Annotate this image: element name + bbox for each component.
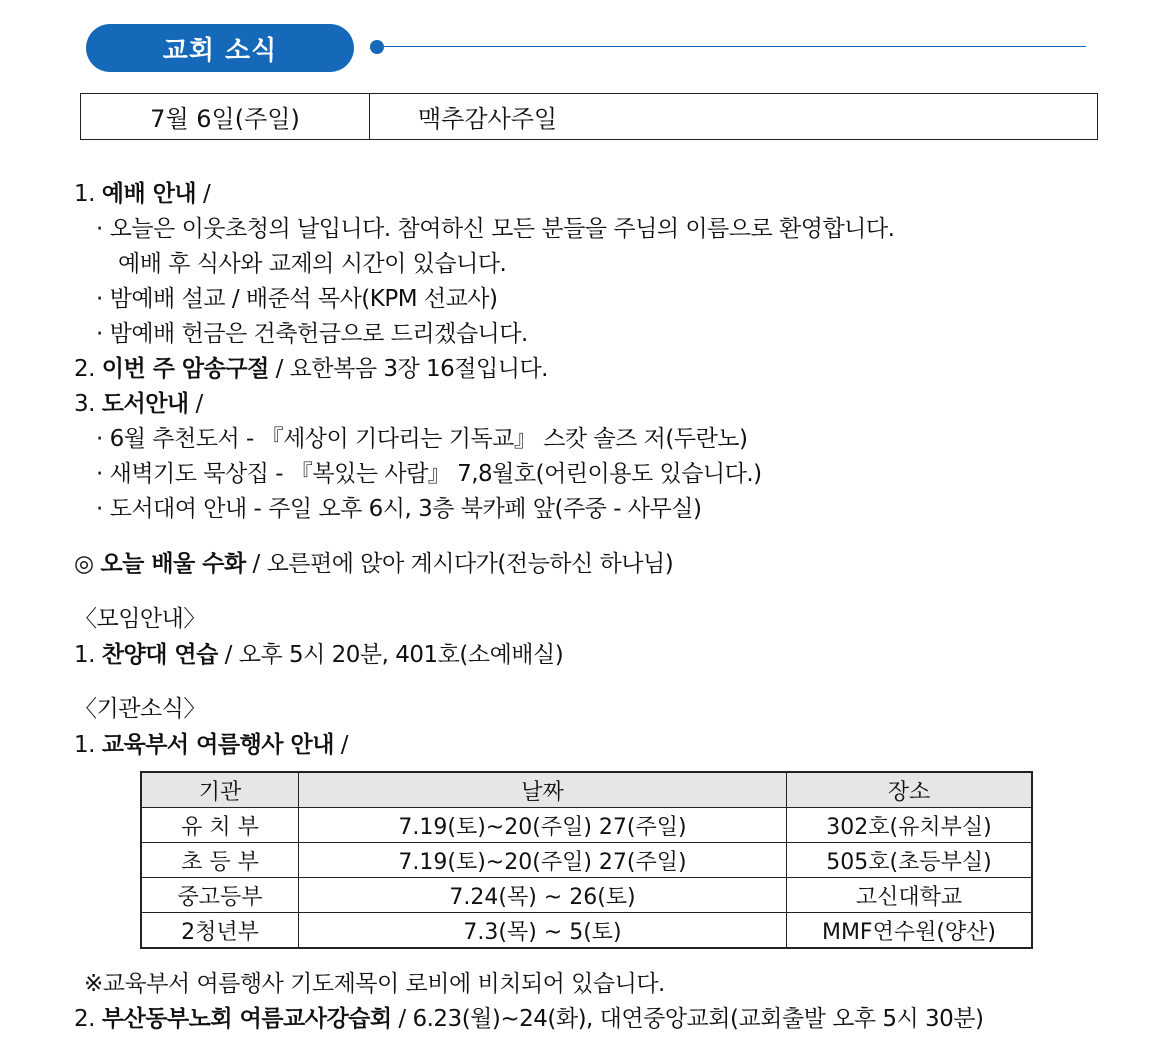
sign-language: ◎ 오늘 배울 수화 / 오른편에 앉아 계시다가(전능하신 하나님) (74, 551, 674, 577)
bullet: · 밤예배 설교 / 배준석 목사(KPM 선교사) (96, 286, 498, 312)
date-cell: 7월 6일(주일) (81, 94, 370, 139)
col-header: 기관 (141, 772, 299, 808)
item-teacher-training: 2. 부산동부노회 여름교사강습회 / 6.23(월)~24(화), 대연중앙교회(교회출발 오후 5시 30분) (74, 1006, 984, 1032)
table-header-row (141, 772, 1032, 808)
section-title: 교회 소식 (162, 35, 278, 66)
bullet-cont: 예배 후 식사와 교제의 시간이 있습니다. (118, 251, 507, 277)
bullet: · 밤예배 헌금은 건축헌금으로 드리겠습니다. (96, 321, 528, 347)
table-note: ※교육부서 여름행사 기도제목이 로비에 비치되어 있습니다. (84, 971, 665, 997)
bullet: · 6월 추천도서 - 『세상이 기다리는 기독교』 스캇 솔즈 저(두란노) (96, 426, 748, 452)
header-dot (370, 40, 384, 54)
header-divider (384, 46, 1086, 47)
table-row: 중고등부 7.24(목) ~ 26(토) 고신대학교 (141, 878, 1032, 913)
item-choir: 1. 찬양대 연습 / 오후 5시 20분, 401호(소예배실) (74, 642, 564, 668)
bullet: · 새벽기도 묵상집 - 『복있는 사람』 7,8월호(어린이용도 있습니다.) (96, 461, 762, 487)
summer-events-table (140, 771, 1033, 949)
table-row: 초 등 부 7.19(토)~20(주일) 27(주일) 505호(초등부실) (141, 843, 1032, 878)
bullet: · 도서대여 안내 - 주일 오후 6시, 3층 북카페 앞(주중 - 사무실) (96, 496, 702, 522)
table-row: 유 치 부 7.19(토)~20(주일) 27(주일) 302호(유치부실) (141, 808, 1032, 843)
bullet: · 오늘은 이웃초청의 날입니다. 참여하신 모든 분들을 주님의 이름으로 환영합니다. (96, 216, 895, 242)
item-verse: 2. 이번 주 암송구절 / 요한복음 3장 16절입니다. (74, 356, 548, 382)
item-books: 3. 도서안내 / (74, 391, 203, 417)
event-cell: 맥추감사주일 (418, 105, 558, 133)
org-heading: 〈기관소식〉 (74, 696, 206, 722)
item-summer: 1. 교육부서 여름행사 안내 / (74, 732, 349, 758)
table-row: 2청년부 7.3(목) ~ 5(토) MMF연수원(양산) (141, 913, 1032, 949)
col-header: 장소 (787, 772, 1033, 808)
section-header-badge (86, 24, 354, 72)
date-row (80, 93, 1098, 140)
item-worship: 1. 예배 안내 / (74, 181, 211, 207)
col-header: 날짜 (299, 772, 787, 808)
meetings-heading: 〈모임안내〉 (74, 606, 206, 632)
